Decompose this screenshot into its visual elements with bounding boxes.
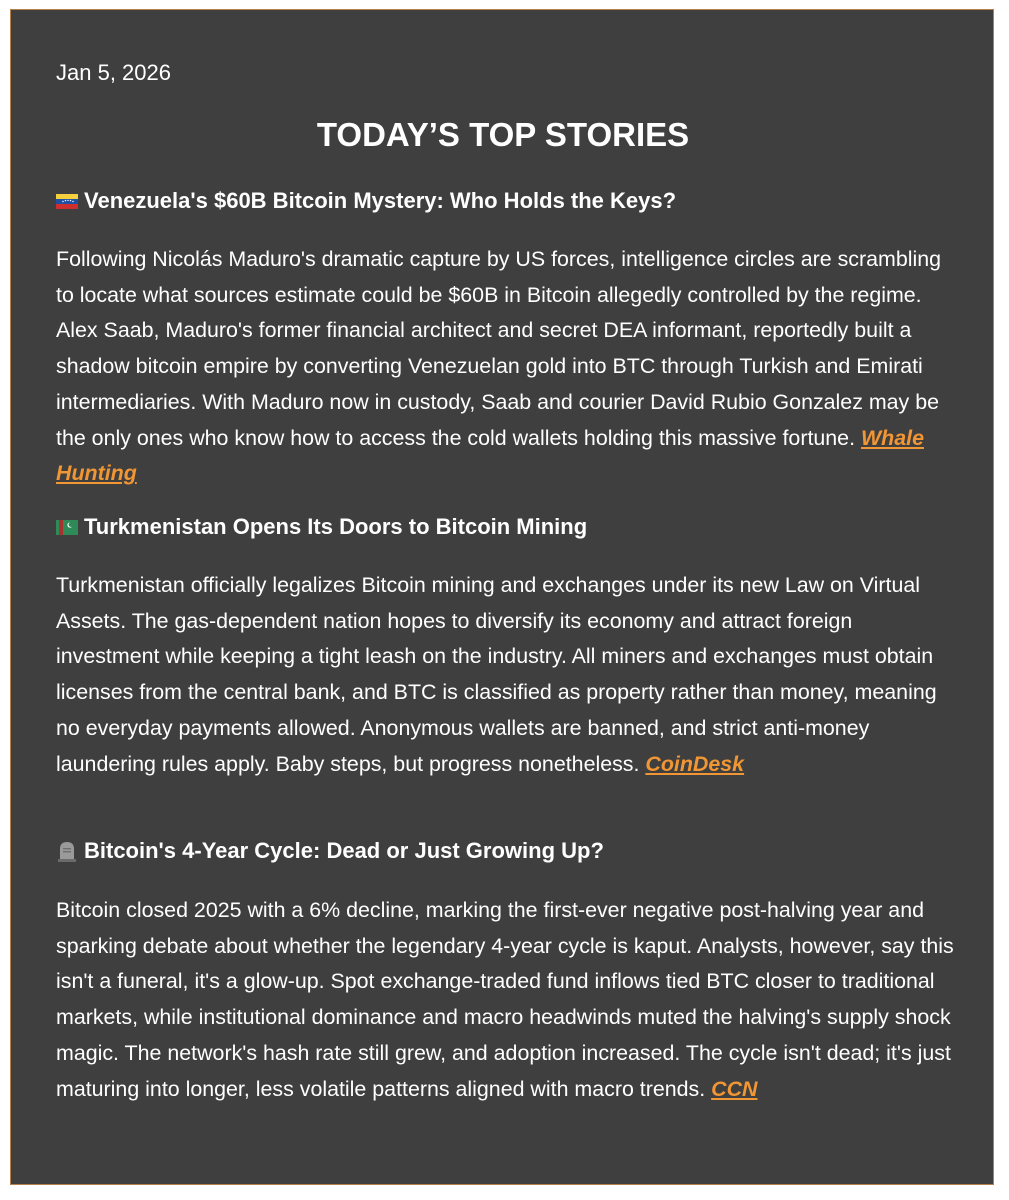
story-title-text: Turkmenistan Opens Its Doors to Bitcoin Mining xyxy=(84,514,588,539)
newsletter-card xyxy=(10,9,994,1185)
headstone-icon xyxy=(56,840,78,862)
turkmenistan-flag-icon xyxy=(56,520,78,535)
story-body-turkmenistan xyxy=(56,568,961,782)
venezuela-flag-icon xyxy=(56,194,78,209)
story-body-text: Following Nicolás Maduro's dramatic capture by US forces, intelligence circles are scrambling to locate what sources estimate could be $60B in Bitcoin allegedly controlled by the regime. Alex Saab, Maduro's former financial architect and secret DEA informant, reportedly built a shadow bitcoin empire by converting Venezuelan gold into BTC through Turkish and Emirati intermediaries. With Maduro now in custody, Saab and courier David Rubio Gonzalez may be the only ones who know how to access the cold wallets holding this massive fortune. xyxy=(56,247,942,450)
source-link-coindesk[interactable]: CoinDesk xyxy=(645,751,745,776)
newsletter-date: Jan 5, 2026 xyxy=(56,60,171,85)
story-title-bitcoin-cycle xyxy=(56,838,956,864)
story-title-turkmenistan xyxy=(56,514,956,540)
story-title-venezuela xyxy=(56,188,956,214)
story-title-text: Bitcoin's 4-Year Cycle: Dead or Just Growing Up? xyxy=(84,838,604,863)
source-link-whale-hunting[interactable]: Whale Hunting xyxy=(56,425,924,486)
story-body-text: Bitcoin closed 2025 with a 6% decline, marking the first-ever negative post-halving year and sparking debate about whether the legendary 4-year cycle is kaput. Analysts, however, say this isn't a funeral, it's a glow-up. Spot exchange-traded fund inflows tied BTC closer to traditional markets, while institutional dominance and macro headwinds muted the halving's supply shock magic. The network's hash rate still grew, and adoption increased. The cycle isn't dead; it's just maturing into longer, less volatile patterns aligned with macro trends. xyxy=(56,898,954,1101)
story-body-venezuela xyxy=(56,242,961,492)
story-title-text: Venezuela's $60B Bitcoin Mystery: Who Holds the Keys? xyxy=(84,188,677,213)
source-link-ccn[interactable]: CCN xyxy=(711,1076,758,1101)
story-body-bitcoin-cycle xyxy=(56,893,961,1107)
story-body-text: Turkmenistan officially legalizes Bitcoin mining and exchanges under its new Law on Virtual Assets. The gas-dependent nation hopes to diversify its economy and attract foreign investment while keeping a tight leash on the industry. All miners and exchanges must obtain licenses from the central bank, and BTC is classified as property rather than money, meaning no everyday payments allowed. Anonymous wallets are banned, and strict anti-money laundering rules apply. Baby steps, but progress nonetheless. xyxy=(56,573,937,776)
page-title: TODAY’S TOP STORIES xyxy=(316,116,690,153)
